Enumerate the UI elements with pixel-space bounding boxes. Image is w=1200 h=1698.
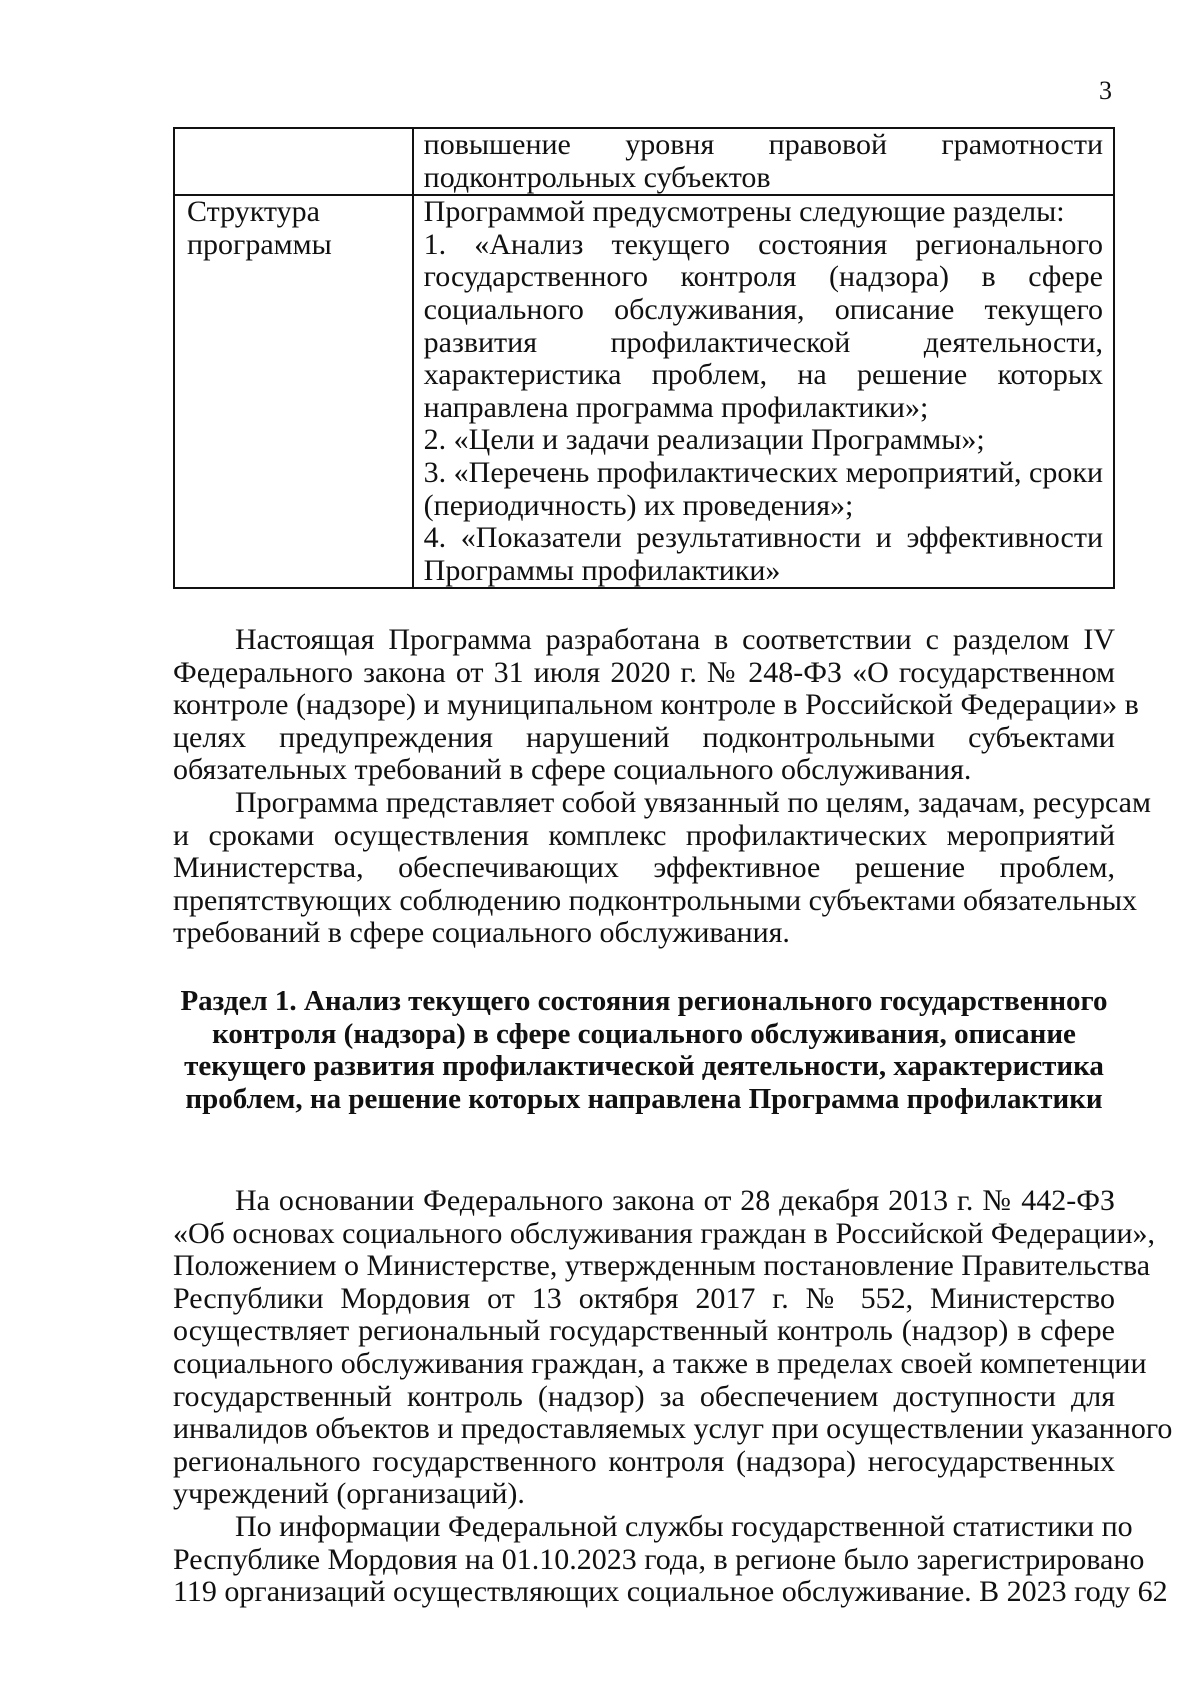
paragraph-legal-basis bbox=[173, 1184, 1173, 1511]
text-line: программы bbox=[187, 227, 332, 261]
text-line: На основании Федерального закона от 28 декабря 2013 г. № 442-ФЗ bbox=[235, 1184, 1115, 1217]
text-line: требований в сфере социального обслуживания. bbox=[173, 916, 790, 950]
text-line: 3. «Перечень профилактических мероприятий, сроки bbox=[423, 455, 1103, 489]
text-line: учреждений (организаций). bbox=[173, 1477, 525, 1511]
table-cell-label bbox=[174, 195, 413, 588]
heading-line: текущего развития профилактической деятельности, характеристика bbox=[184, 1050, 1104, 1083]
text-line: регионального государственного контроля (надзора) негосударственных bbox=[173, 1444, 1115, 1478]
heading-line: контроля (надзора) в сфере социального обслуживания, описание bbox=[212, 1017, 1076, 1050]
text-line: подконтрольных субъектов bbox=[423, 160, 771, 194]
text-line: Структура bbox=[187, 195, 320, 229]
text-line: государственный контроль (надзор) за обеспечением доступности для bbox=[173, 1379, 1115, 1413]
table-cell-label bbox=[174, 128, 413, 195]
paragraph-statistics bbox=[173, 1510, 1168, 1609]
text-line: 119 организаций осуществляющих социальное обслуживание. В 2023 году 62 bbox=[173, 1575, 1168, 1609]
paragraph-program-basis bbox=[173, 623, 1139, 787]
text-line: повышение уровня правовой грамотности bbox=[423, 128, 1103, 161]
page-number: 3 bbox=[1099, 76, 1112, 105]
text-line: Республики Мордовия от 13 октября 2017 г. № 552, Министерство bbox=[173, 1281, 1115, 1315]
text-line: инвалидов объектов и предоставляемых услуг при осуществлении указанного bbox=[173, 1412, 1173, 1446]
text-line: 4. «Показатели результативности и эффективности bbox=[423, 521, 1103, 555]
text-line: 2. «Цели и задачи реализации Программы»; bbox=[423, 423, 985, 457]
text-line: препятствующих соблюдению подконтрольными субъектами обязательных bbox=[173, 883, 1138, 917]
text-line: направлена программа профилактики»; bbox=[423, 390, 929, 424]
text-line: контроле (надзоре) и муниципальном контроле в Российской Федерации» в bbox=[173, 688, 1139, 722]
text-line: «Об основах социального обслуживания граждан в Российской Федерации», bbox=[173, 1216, 1156, 1250]
table-cell-content bbox=[413, 195, 1114, 588]
text-line: (периодичность) их проведения»; bbox=[423, 488, 854, 522]
text-line: обязательных требований в сфере социального обслуживания. bbox=[173, 753, 972, 787]
text-line: 1. «Анализ текущего состояния регионального bbox=[423, 227, 1103, 261]
text-line: целях предупреждения нарушений подконтрольными субъектами bbox=[173, 720, 1115, 754]
text-line: социального обслуживания граждан, а также в пределах своей компетенции bbox=[173, 1346, 1147, 1380]
text-line: По информации Федеральной службы государственной статистики по bbox=[235, 1510, 1133, 1543]
text-line: социального обслуживания, описание текущего bbox=[423, 292, 1103, 326]
text-line: развития профилактической деятельности, bbox=[423, 325, 1103, 359]
text-line: Министерства, обеспечивающих эффективное решение проблем, bbox=[173, 851, 1115, 885]
paragraph-program-description bbox=[173, 786, 1151, 950]
section-heading bbox=[173, 985, 1115, 1115]
table-row bbox=[174, 195, 1114, 588]
text-line: характеристика проблем, на решение которых bbox=[423, 358, 1103, 392]
text-line: Республике Мордовия на 01.10.2023 года, в регионе было зарегистрировано bbox=[173, 1542, 1145, 1576]
program-passport-table bbox=[173, 127, 1115, 589]
text-line: государственного контроля (надзора) в сфере bbox=[423, 260, 1103, 294]
text-line: осуществляет региональный государственный контроль (надзор) в сфере bbox=[173, 1314, 1115, 1348]
text-line: Положением о Министерстве, утвержденным постановление Правительства bbox=[173, 1249, 1151, 1283]
text-line: Программы профилактики» bbox=[423, 553, 781, 587]
text-line: Программа представляет собой увязанный по целям, задачам, ресурсам bbox=[235, 786, 1151, 819]
text-line: Программой предусмотрены следующие разделы: bbox=[423, 195, 1065, 229]
heading-line: Раздел 1. Анализ текущего состояния регионального государственного bbox=[180, 985, 1108, 1017]
text-line: и сроками осуществления комплекс профилактических мероприятий bbox=[173, 818, 1115, 852]
text-line: Настоящая Программа разработана в соответствии с разделом IV bbox=[235, 623, 1115, 656]
heading-line: проблем, на решение которых направлена Программа профилактики bbox=[185, 1082, 1103, 1115]
table-row bbox=[174, 128, 1114, 195]
text-line: Федерального закона от 31 июля 2020 г. № 248-ФЗ «О государственном bbox=[173, 655, 1115, 689]
table-cell-content bbox=[413, 128, 1114, 195]
